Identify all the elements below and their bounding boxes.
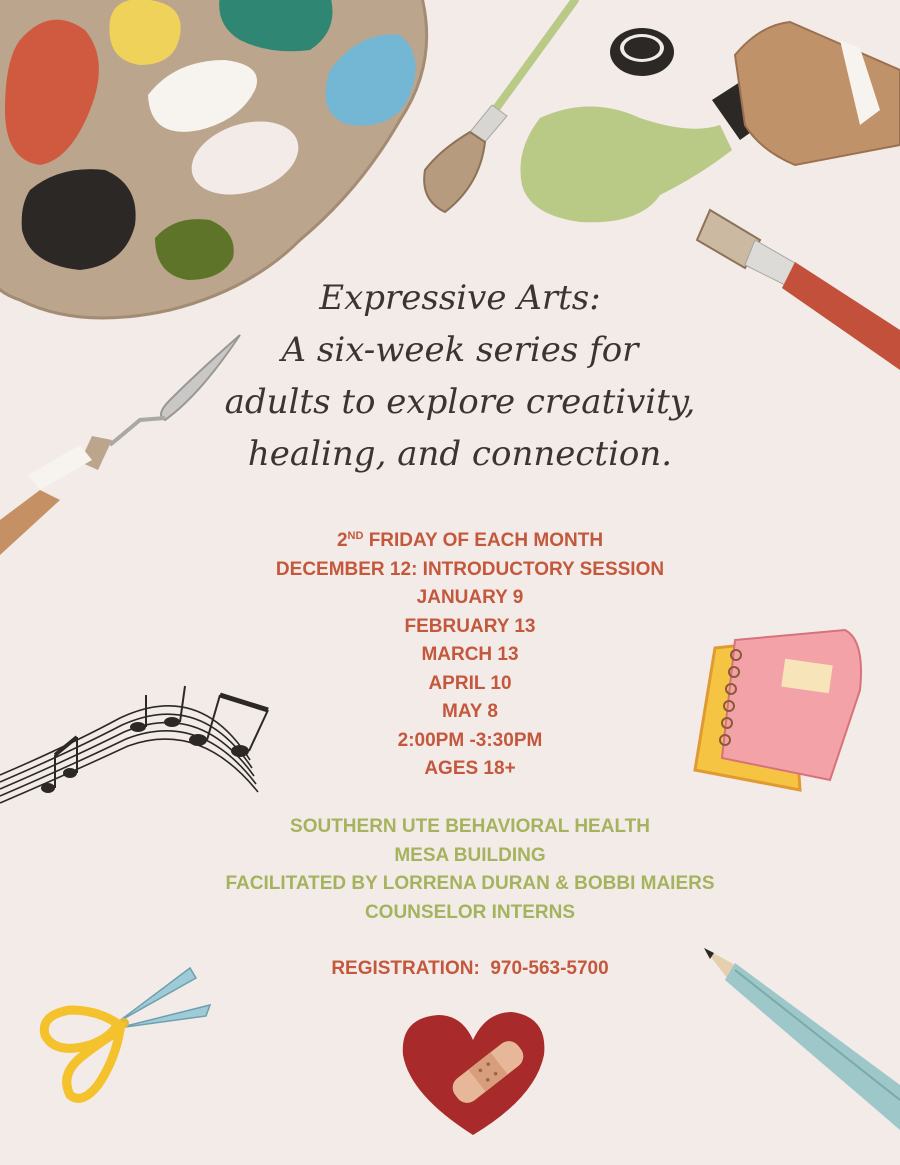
facilitators: FACILITATED BY LORRENA DURAN & BOBBI MAIERS: [225, 873, 715, 894]
session-time: 2:00PM -3:30PM: [397, 729, 543, 751]
registration-phone: REGISTRATION: 970-563-5700: [331, 958, 609, 979]
paint-tube-icon: [520, 22, 900, 222]
frequency-text: FRIDAY OF EACH MONTH: [363, 530, 604, 551]
facilitator-role: COUNSELOR INTERNS: [364, 901, 576, 923]
session-date: MARCH 13: [421, 644, 519, 665]
title-line: Expressive Arts:: [319, 278, 601, 318]
frequency-line: [150, 527, 790, 556]
session-date: FEBRUARY 13: [404, 615, 536, 637]
title-line: adults to explore creativity,: [224, 382, 696, 422]
session-date: DECEMBER 12: INTRODUCTORY SESSION: [275, 558, 665, 580]
scissors-icon: [44, 968, 210, 1098]
heart-bandage-icon: [403, 1012, 545, 1135]
frequency-suffix: ND: [347, 530, 364, 542]
frequency-ordinal: 2: [336, 530, 348, 551]
title-line: A six-week series for: [281, 330, 639, 370]
age-requirement: AGES 18+: [424, 758, 516, 779]
organization-info: [150, 813, 790, 927]
session-date: JANUARY 9: [416, 587, 524, 608]
session-date: MAY 8: [442, 701, 498, 722]
event-title: [150, 272, 770, 480]
title-line: healing, and connection.: [247, 434, 673, 474]
building-name: MESA BUILDING: [394, 844, 546, 866]
session-date: APRIL 10: [428, 672, 512, 694]
schedule: [150, 527, 790, 784]
organization-name: SOUTHERN UTE BEHAVIORAL HEALTH: [290, 816, 650, 837]
paint-palette-icon: [0, 0, 427, 318]
